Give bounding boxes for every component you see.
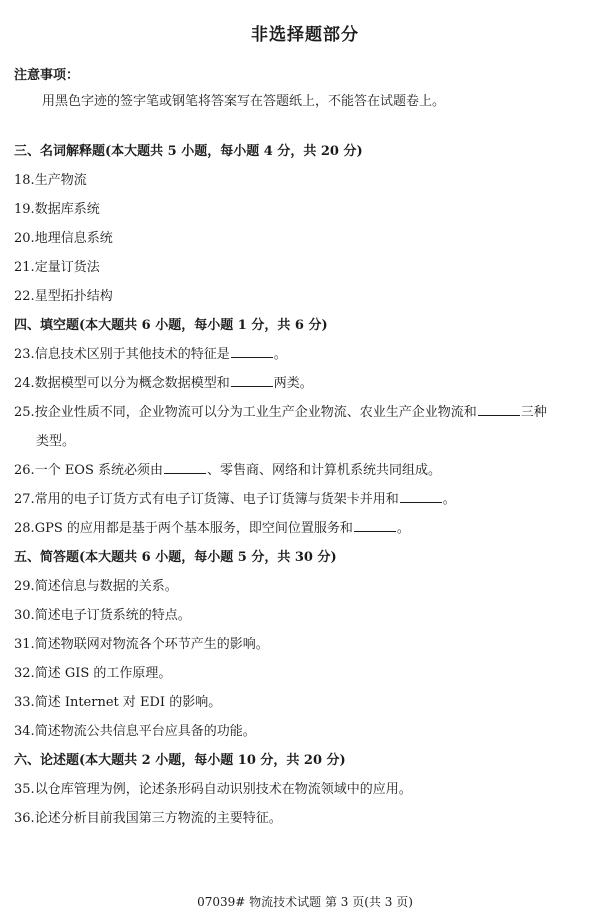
fill-in-blank (164, 461, 206, 474)
question-number: 21. (14, 260, 35, 275)
question-text: 三种 (520, 405, 547, 420)
question-text-continued: 类型。 (36, 434, 76, 449)
notice-text: 用黑色字迹的签字笔或钢笔将答案写在答题纸上，不能答在试题卷上。 (42, 94, 446, 109)
question-number: 32. (14, 666, 35, 681)
question-text: 按企业性质不同，企业物流可以分为工业生产企业物流、农业生产企业物流和 (34, 405, 477, 420)
question-item (14, 166, 598, 195)
question-number: 30. (14, 608, 35, 623)
question-item (14, 195, 598, 224)
question-number: 36. (14, 811, 35, 826)
question-text: 论述分析目前我国第三方物流的主要特征。 (34, 811, 282, 826)
section-heading: 三、名词解释题(本大题共 5 小题，每小题 4 分，共 20 分) (14, 144, 363, 159)
question-item (14, 398, 598, 456)
question-text: 简述 GIS 的工作原理。 (34, 666, 172, 681)
question-number: 22. (14, 289, 35, 304)
question-text: 一个 EOS 系统必须由 (34, 463, 164, 478)
question-number: 35. (14, 782, 35, 797)
question-text: 数据模型可以分为概念数据模型和 (34, 376, 230, 391)
question-number: 23. (14, 347, 35, 362)
question-text: 简述信息与数据的关系。 (34, 579, 178, 594)
question-item (14, 224, 598, 253)
question-text: 定量订货法 (34, 260, 100, 275)
fill-in-blank (354, 519, 396, 532)
question-item (14, 514, 598, 543)
question-text: 简述电子订货系统的特点。 (34, 608, 191, 623)
question-text: 、零售商、网络和计算机系统共同组成。 (207, 463, 442, 478)
question-text: 简述 Internet 对 EDI 的影响。 (34, 695, 222, 710)
question-number: 25. (14, 405, 35, 420)
question-text: 。 (442, 492, 456, 507)
question-number: 28. (14, 521, 35, 536)
question-text: 星型拓扑结构 (34, 289, 113, 304)
question-text: 地理信息系统 (34, 231, 113, 246)
question-text: GPS 的应用都是基于两个基本服务，即空间位置服务和 (34, 521, 353, 536)
question-item (14, 659, 598, 688)
question-text: 两类。 (273, 376, 313, 391)
question-number: 33. (14, 695, 35, 710)
question-text: 信息技术区别于其他技术的特征是 (34, 347, 230, 362)
question-number: 24. (14, 376, 35, 391)
page-title: 非选择题部分 (251, 25, 359, 45)
question-content (14, 137, 598, 833)
question-item (14, 717, 598, 746)
section-heading: 五、简答题(本大题共 6 小题，每小题 5 分，共 30 分) (14, 550, 337, 565)
fill-in-blank (231, 374, 273, 387)
question-item (14, 804, 598, 833)
question-text: 以仓库管理为例，论述条形码自动识别技术在物流领域中的应用。 (34, 782, 412, 797)
question-item (14, 456, 598, 485)
question-number: 31. (14, 637, 35, 652)
question-text: 。 (396, 521, 410, 536)
fill-in-blank (231, 345, 273, 358)
question-number: 27. (14, 492, 35, 507)
question-item (14, 572, 598, 601)
question-item (14, 253, 598, 282)
question-text: 生产物流 (34, 173, 87, 188)
question-number: 29. (14, 579, 35, 594)
question-text: 简述物联网对物流各个环节产生的影响。 (34, 637, 269, 652)
question-text: 。 (273, 347, 287, 362)
question-number: 26. (14, 463, 35, 478)
question-item (14, 340, 598, 369)
page-footer: 07039# 物流技术试题 第 3 页(共 3 页) (197, 895, 413, 909)
question-item (14, 369, 598, 398)
question-number: 19. (14, 202, 35, 217)
question-number: 34. (14, 724, 35, 739)
fill-in-blank (400, 490, 442, 503)
question-item (14, 630, 598, 659)
question-item (14, 688, 598, 717)
question-item (14, 282, 598, 311)
question-text: 常用的电子订货方式有电子订货簿、电子订货簿与货架卡并用和 (34, 492, 399, 507)
fill-in-blank (478, 403, 520, 416)
section-heading: 六、论述题(本大题共 2 小题，每小题 10 分，共 20 分) (14, 753, 346, 768)
notice-heading: 注意事项： (14, 68, 80, 83)
question-number: 18. (14, 173, 35, 188)
question-item (14, 775, 598, 804)
question-number: 20. (14, 231, 35, 246)
question-item (14, 485, 598, 514)
question-text: 数据库系统 (34, 202, 100, 217)
question-item (14, 601, 598, 630)
question-text: 简述物流公共信息平台应具备的功能。 (34, 724, 256, 739)
section-heading: 四、填空题(本大题共 6 小题，每小题 1 分，共 6 分) (14, 318, 328, 333)
